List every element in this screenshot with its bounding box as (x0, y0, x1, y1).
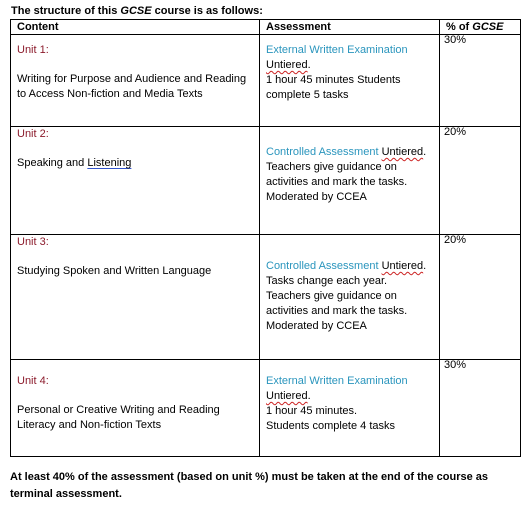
unit-4-content: Personal or Creative Writing and Reading Literacy and Non-fiction Texts (17, 404, 220, 431)
unit-1-tier: Untiered (266, 59, 308, 71)
unit-2-tier: Untiered (381, 146, 424, 158)
table-row (11, 35, 521, 127)
header-percent (440, 20, 521, 35)
unit-3-content-cell (11, 235, 260, 360)
unit-2-tier-punct: . (423, 146, 427, 158)
title-course: GCSE (120, 5, 152, 17)
unit-2-content-a: Speaking and (17, 157, 88, 169)
unit-1-content-cell (11, 35, 260, 127)
unit-3-tier-punct: . (423, 260, 427, 272)
unit-1-title: Unit 1: (17, 44, 49, 56)
unit-3-percent: 20% (440, 235, 521, 360)
unit-1-assessment-type: External Written Examination (266, 44, 408, 56)
unit-4-tier: Untiered (266, 390, 308, 402)
unit-1-assessment-cell (260, 35, 440, 127)
unit-4-assessment-cell (260, 360, 440, 457)
unit-4-assessment-line1: 1 hour 45 minutes. (266, 405, 358, 417)
course-structure-table (10, 19, 521, 457)
unit-2-percent: 20% (440, 127, 521, 235)
unit-2-assessment-type: Controlled Assessment (266, 146, 379, 158)
unit-1-content: Writing for Purpose and Audience and Reading to Access Non-fiction and Media Texts (17, 73, 247, 100)
unit-2-assessment-cell (260, 127, 440, 235)
unit-4-content-cell (11, 360, 260, 457)
unit-3-assessment-type: Controlled Assessment (266, 260, 379, 272)
table-header-row (11, 20, 521, 35)
footer-note: At least 40% of the assessment (based on unit %) must be taken at the end of the course as terminal assessment. (10, 471, 489, 500)
table-row (11, 127, 521, 235)
header-content: Content (11, 20, 260, 35)
unit-4-assessment-line2: Students complete 4 tasks (266, 420, 396, 432)
table-row (11, 235, 521, 360)
unit-4-title: Unit 4: (17, 375, 49, 387)
unit-1-assessment-detail: 1 hour 45 minutes Students complete 5 tasks (266, 74, 401, 101)
title-suffix: course is as follows: (151, 5, 263, 17)
unit-4-tier-punct: . (307, 390, 311, 402)
header-percent-prefix: % of (446, 21, 473, 33)
table-row (11, 360, 521, 457)
unit-2-content-b: Listening (87, 157, 132, 169)
unit-3-assessment-cell (260, 235, 440, 360)
unit-4-percent: 30% (440, 360, 521, 457)
unit-1-percent: 30% (440, 35, 521, 127)
header-assessment: Assessment (260, 20, 440, 35)
unit-2-content-cell (11, 127, 260, 235)
unit-2-assessment-detail: Teachers give guidance on activities and mark the tasks. Moderated by CCEA (266, 161, 408, 203)
unit-3-assessment-detail: Tasks change each year. Teachers give guidance on activities and mark the tasks. Moderated by CCEA (266, 275, 408, 332)
unit-3-content: Studying Spoken and Written Language (17, 265, 212, 277)
unit-3-title: Unit 3: (17, 236, 49, 248)
header-percent-course: GCSE (472, 21, 504, 33)
unit-1-tier-punct: . (307, 59, 311, 71)
unit-2-title: Unit 2: (17, 128, 49, 140)
unit-3-tier: Untiered (381, 260, 424, 272)
page-title (11, 5, 263, 18)
unit-4-assessment-type: External Written Examination (266, 375, 408, 387)
title-prefix: The structure of this (11, 5, 121, 17)
